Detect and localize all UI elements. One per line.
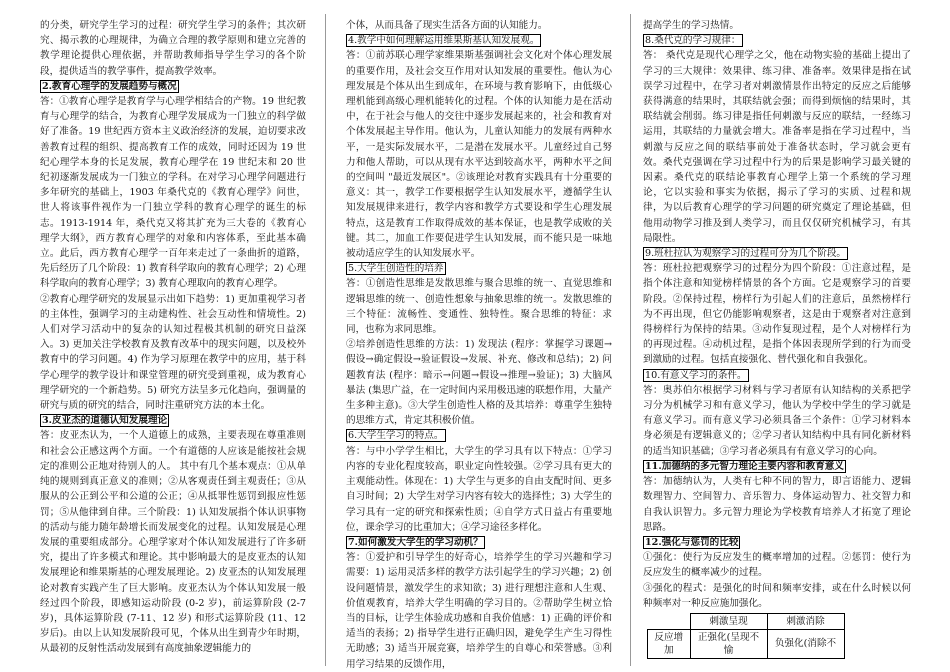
paragraph-7: 答：①爱护和引导学生的好奇心，培养学生的学习兴趣和学习需要：1) 运用灵活多样的教学方法引起学生的学习兴趣；2) 创设问题情景，激发学生的求知欲；3) 进行理想注意和人生观、价值观教育，培养大学生明确的学习目的。②帮助学生树立恰当的目标，让学生体验成功感和自我价值感：1) 正确的评价和适当的表扬；2) 指导学生进行正确归因，避免学生产生习得性无助感；3) 适当开展竞赛，培养学生的自尊心和荣誉感。③利用学习结果的反馈作用， [346,552,612,670]
heading-4-vygotsky: 4.教学中如何理解运用维果斯基认知发展观。 [348,35,540,47]
column-middle [346,18,612,670]
heading-3-piaget-moral: 3.皮亚杰的道德认知发展理论 [42,415,168,427]
reinforcement-table [647,613,845,659]
paragraph-2a: 答：①教育心理学是教育学与心理学相结合的产物。19 世纪教育与心理学的结合，为教育心理学发展成为一门独立的科学做好了准备。19 世纪西方资本主义政治经济的发展，迫切要求改善教育过程的组织、提高教育工作的成效，同时还因为 19 世纪心理学本身的长足发展，教育心理学在 19 世纪末和 20 世纪初逐渐发展成为一门独立的学科。在对学习心理学问题进行多年研究的基础上，1903 年桑代克的《教育心理学》问世，世人将该事件视作为一门独立学科的教育心理学的诞生的标志。1913-1914 年，桑代克又将其扩充为三大卷的《教育心理学大纲》，西方教育心理学的对象和内容体系，至此基本确立。此后，西方教育心理学一百年来走过了一条曲折的道路，先后经历了几个阶段：1) 教育科学取向的教育心理学；2) 心理科学取向的教育心理学；3) 教育心理取向的教育心理学。 [40,96,306,290]
heading-7-motivation: 7.如何激发大学生的学习动机？ [348,536,483,548]
paragraph-9: 答：班杜拉把观察学习的过程分为四个阶段：①注意过程，是指个体注意和知觉榜样情景的各个方面。它是观察学习的首要阶段。②保持过程，榜样行为引起人们的注意后，虽然榜样行为不再出现，但它仍能影响观察者，这是由于观察者对注意到得榜样行为保持的结果。③动作复现过程，是个人对榜样行为的再现过程。④动机过程，是指个体因表现所学到的行为而受到激励的过程。包括直接强化、替代强化和自我强化。 [643,263,911,366]
paragraph-intro: 的分类，研究学生学习的过程：研究学生学习的条件；其次研究、揭示教的心理规律，为确立合理的教学原则和建立完善的教学理论提供心理依据，并帮助教师指导学生学习的各个阶段，提供适当的教学事件，提高教学效率。 [40,20,306,77]
paragraph-intro: 提高学生的学习热情。 [643,20,739,31]
heading-2-trends: 2.教育心理学的发展趋势与概况 [42,80,177,92]
table-row [648,629,845,658]
heading-8-thorndike: 8.桑代克的学习规律： [645,35,741,47]
table-cell: 正强化(呈现不愉 [690,629,767,658]
heading-5-creativity: 5.大学生创造性的培养 [348,263,444,275]
paragraph-5a: 答：①创造性思维是发散思维与聚合思维的统一、直觉思维和逻辑思维的统一、创造性想象与抽象思维的统一。发散思维的三个特征：流畅性、变通性、独特性。聚合思维的特征：求同，也称为求同思维。 [346,278,612,336]
paragraph-2b: ②教育心理学研究的发展显示出如下趋势：1) 更加重视学习者的主体性，强调学习的主动建构性、社会互动性和情境性。2) 人们对学习活动中的复杂的认知过程极其机制的研究日益深入。3) 更加关注学校教育及教育改革中的现实问题，以及校外教育中的学习问题。4) 作为学习原理在教学中的应用，基于科学心理学的教学设计和课堂管理的研究受到重视，成为教育心理学研究的一个新趋势。5) 研究方法呈多元化趋向，强调量的研究与质的研究的结合，同时注重研究方法的本土化。 [40,293,306,412]
paragraph-12b: ③强化的程式：是强化的时间和频率安排，或在什么时候以何种频率对一种反应施加强化。 [643,582,911,609]
paragraph-11: 答：加德纳认为，人类有七种不同的智力，即言语能力、逻辑数理智力、空间智力、音乐智力、身体运动智力、社交智力和自我认识智力。多元智力理论为学校教育培养人才拓宽了理论思路。 [643,476,911,533]
paragraph-4: 答：①前苏联心理学家维果斯基强调社会文化对个体心理发展的重要作用，及社会交互作用对认知发展的重要性。他认为心理发展是个体从出生到成年，在环境与教育影响下，由低级心理机能到高级心理机能转化的过程。个体的认知能力是在活动中，在于社会与他人的交往中逐步发展起来的，社会和教育对个体发展起主导作用。他认为，儿童认知能力的发展有两种水平，一是实际发展水平，二是潜在发展水平。儿童经过自己努力和他人帮助，可以从现有水平达到较高水平，两种水平之间的空间叫 "最近发展区"。②该理论对教育实践具有十分重要的意义：其一，教学工作要根据学生认知发展水平，遵循学生认知发展规律来进行，教学内容和教学方式要设和学生心理发展特点，这是教育工作取得成效的基本保证，也是教学成败的关键。其二，加血工作要促进学生认知发展，而不能只是一味地被动适应学生的认知发展水平。 [346,50,612,260]
column-left [40,18,306,664]
heading-11-gardner: 11.加德纳的多元智力理论主要内容和教育意义 [645,460,844,472]
paragraph-8: 答： 桑代克是现代心理学之父，他在动物实验的基础上提出了学习的三大规律：效果律、练习律、准备率。效果律是指在试误学习过程中，在学习者对刺激情景作出特定的反应之后能够获得满意的结果时，其联结就会强；而得到烦恼的结果时，其联结就会削弱。练习律是指任何刺激与反应的联结，一经练习运用，其联结的力量就会增大。准备率是指在学习过程中，当刺激与反应之间的联结事前处于准备状态时，学习就会更有效。桑代克强调在学习过程中行为的后果是影响学习最关键的因素。桑代克的联结论事教育心理学上第一个系统的学习理论，它以实验和事实为依据，揭示了学习的实质、过程和规律，为以后教育心理学的学习问题的研究奠定了理论基础，但他用动物学习推及到人类学习，而且仅仅研究机械学习，有其局限性。 [643,50,911,244]
column-right [643,18,911,664]
table-header-present: 刺激呈现 [690,613,767,629]
table-header-remove: 刺激消除 [767,613,844,629]
heading-12-reinforcement: 12.强化与惩罚的比较 [645,536,739,548]
table-row-label: 反应增加 [648,629,691,658]
heading-10-meaningful-learning: 10.有意义学习的条件。 [645,369,747,381]
paragraph-5b: ②培养创造性思维的方法：1) 发现法 (程序：掌握学习课题→假设→确定假设→验证假设→发展、补充、修改和总结)；2) 问题教育法 (程序：暗示→问题→假设→推理→验证)；3) 大脑风暴法 (集思广益，在一定时间内采用极迅速的联想作用，大量产生多种主意)。③大学生创造性人格的及其培养：尊重学生独特的思维方式，肯定其积极价值。 [346,339,612,427]
heading-9-bandura: 9.班杜拉认为观察学习的过程可分为几个阶段。 [645,248,847,260]
table-cell: 负强化(消除不 [767,629,844,658]
column-divider-left [325,14,326,666]
paragraph-12a: ①强化：使行为反应发生的概率增加的过程。②惩罚：使行为反应发生的概率减少的过程。 [643,552,911,579]
paragraph-6: 答：与中小学学生相比，大学生的学习具有以下特点：①学习内容的专业化程度较高，职业定向性较强。②学习具有更大的主观能动性。体现在：1) 大学生与更多的自由支配时间、更多自习时间；2) 大学生对学习内容有较大的选择性；3) 大学生的学习具有一定的研究和探索性质；④自学方式日益占有重要地位，课余学习的比重加大；④学习途径多样化。 [346,445,612,533]
heading-6-learning-features: 6.大学生学习的特点。 [348,430,444,442]
paragraph-intro: 个体，从而具备了现实生活各方面的认知能力。 [346,20,548,31]
column-divider-right [630,14,631,666]
paragraph-3: 答：皮亚杰认为，一个人道德上的成熟，主要表现在尊重准则和社会公正感这两个方面。一个有道德的人应该是能按社会规定的准则公正地对待别人的人。 其中有几个基本观点：①从单纯的规则到真正意义的准则；②从客观责任到主观责任；③从服从的公正到公平和公道的公正；④从抵罪性惩罚到报应性惩罚；⑤从他律到自律。三个阶段：1) 认知发展指个体认识事物的活动与能力随年龄增长而发展变化的过程。认知发展是心理发展的重要组成部分。心理学家对个体认知发展进行了许多研究，提出了许多模式和理论。其中影响最大的是皮亚杰的认知发展理论和维果斯基的心理发展理论。2) 皮亚杰的认知发展理论对教育实践产生了巨大影响。皮亚杰认为个体认知发展一般经过四个阶段，即感知运动阶段 (0-2 岁)，前运算阶段 (2-7 岁)，具体运算阶段 (7-11、12 岁) 和形式运算阶段 (11、12 岁后)。由以上认知发展阶段可见，个体从出生到青少年时期，从最初的反射性活动发展到有高度抽象逻辑能力的 [40,430,306,655]
table-row [648,613,845,629]
table-cell-empty [648,613,691,629]
paragraph-10: 答：奥苏伯尔根据学习材料与学习者原有认知结构的关系把学习分为机械学习和有意义学习，他认为学校中学生的学习就是有意义学习。而有意义学习必须具备三个条件：①学习材料本身必须是有逻辑意义的；②学习者认知结构中具有同化新材料的适当知识基础；③学习者必须具有有意义学习的心向。 [643,384,911,457]
